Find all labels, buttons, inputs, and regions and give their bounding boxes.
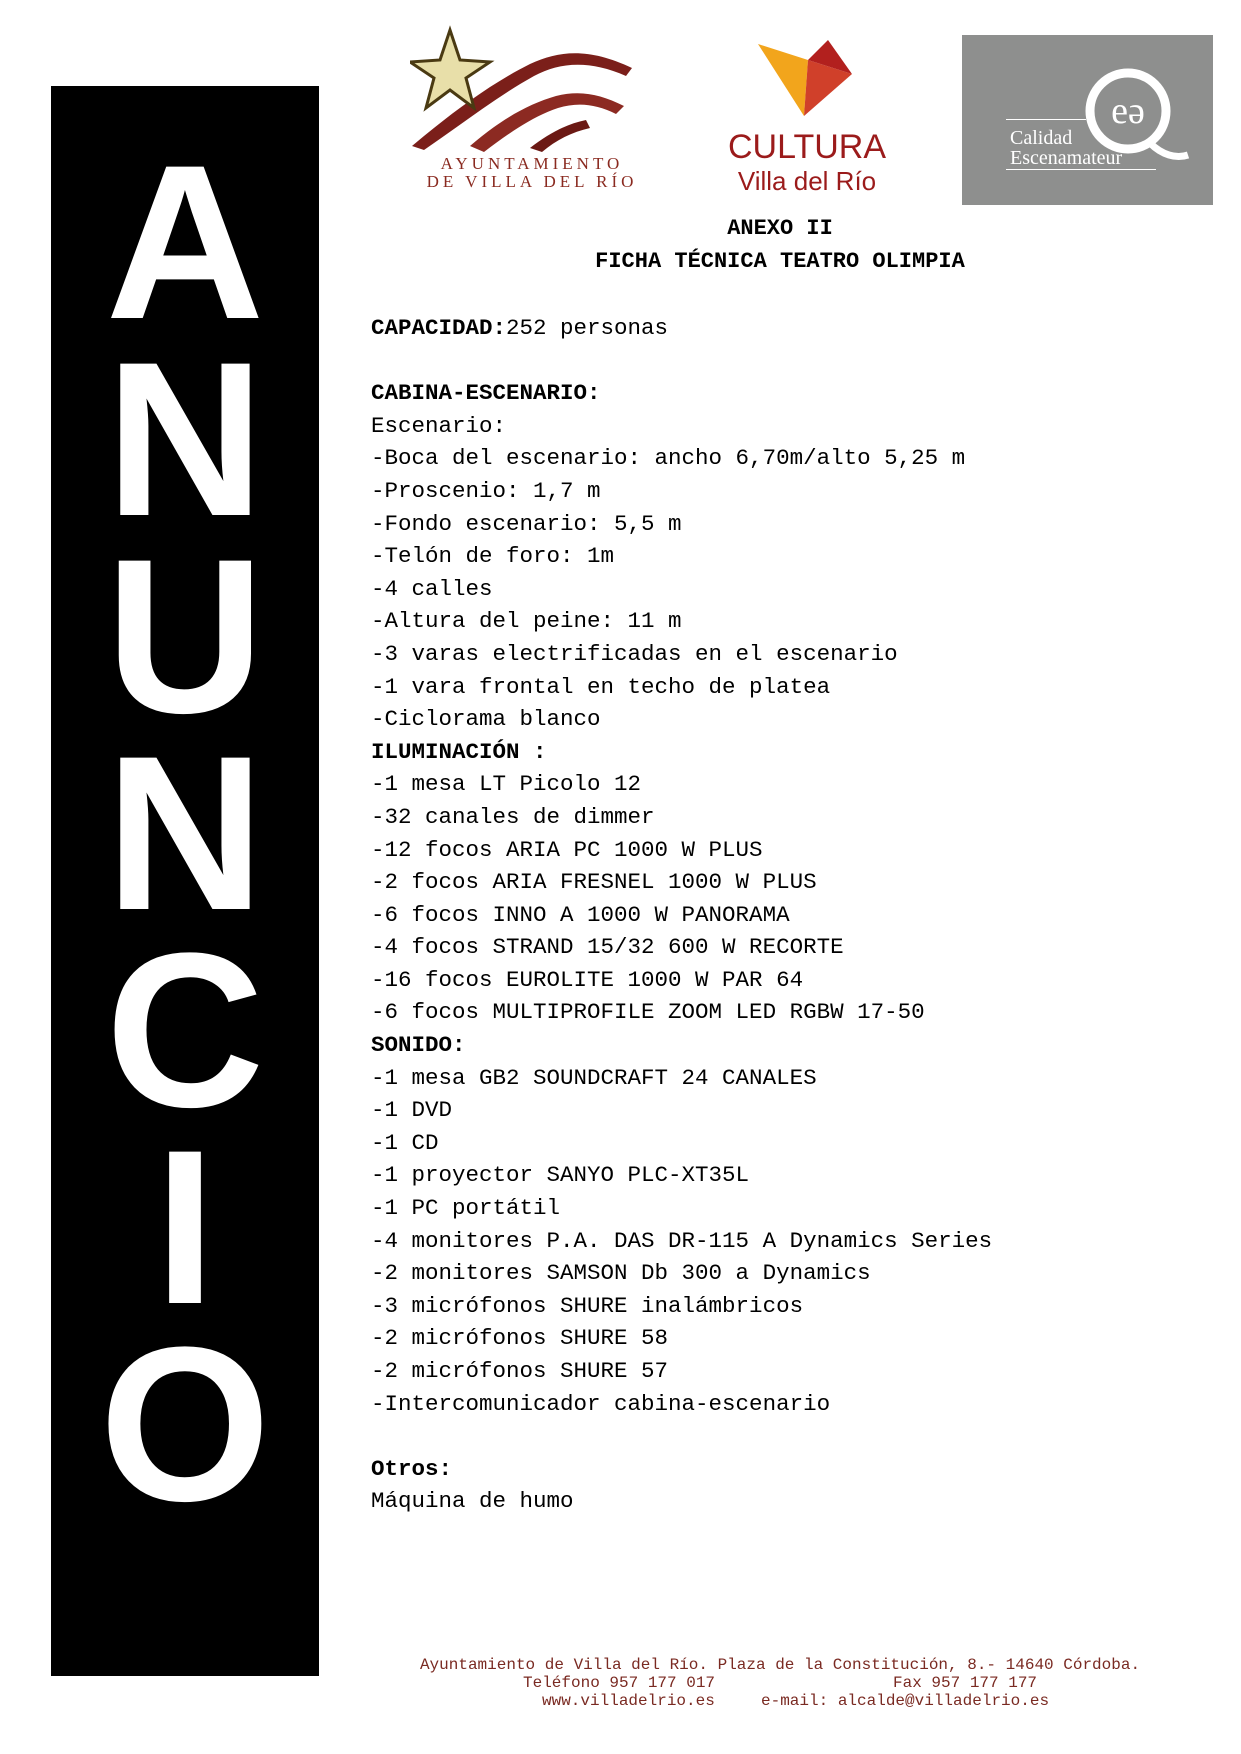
section-heading-sonido: SONIDO: — [371, 1032, 466, 1059]
list-item: -Telón de foro: 1m — [371, 543, 615, 570]
spacer — [371, 1420, 1211, 1453]
list-item: Escenario: — [371, 412, 507, 439]
technical-sheet — [371, 312, 1211, 1518]
annex-heading: ANEXO II — [727, 216, 833, 241]
list-item: -Altura del peine: 11 m — [371, 608, 682, 635]
list-item: -Intercomunicador cabina-escenario — [371, 1390, 831, 1417]
list-item: -1 mesa GB2 SOUNDCRAFT 24 CANALES — [371, 1064, 817, 1091]
list-item: -12 focos ARIA PC 1000 W PLUS — [371, 836, 763, 863]
calidad-text: Calidad — [1010, 127, 1073, 149]
list-item: -3 varas electrificadas en el escenario — [371, 640, 898, 667]
list-item: -2 micrófonos SHURE 58 — [371, 1325, 669, 1352]
list-item: -3 micrófonos SHURE inalámbricos — [371, 1292, 804, 1319]
footer-website-link[interactable]: www.villadelrio.es — [542, 1692, 715, 1710]
banner-letter: C — [105, 907, 265, 1153]
capacity-label: CAPACIDAD: — [371, 315, 507, 341]
list-item: -4 monitores P.A. DAS DR-115 A Dynamics Series — [371, 1227, 993, 1254]
list-item: -32 canales de dimmer — [371, 803, 655, 830]
list-item: -2 focos ARIA FRESNEL 1000 W PLUS — [371, 869, 817, 896]
ayuntamiento-name: AYUNTAMIENTO — [440, 154, 624, 173]
list-item: -16 focos EUROLITE 1000 W PAR 64 — [371, 966, 804, 993]
list-item: -1 PC portátil — [371, 1195, 561, 1222]
banner-letter: O — [99, 1301, 271, 1547]
calidad-rule — [1006, 169, 1156, 170]
list-item: Máquina de humo — [371, 1488, 574, 1515]
cultura-logo — [712, 40, 902, 200]
list-item: -1 vara frontal en techo de platea — [371, 673, 831, 700]
svg-text:eə: eə — [1111, 90, 1145, 132]
list-item: -1 CD — [371, 1129, 439, 1156]
section-heading-iluminacion: ILUMINACIÓN : — [371, 738, 547, 765]
page-title: FICHA TÉCNICA TEATRO OLIMPIA — [595, 249, 965, 274]
footer-address: Ayuntamiento de Villa del Río. Plaza de la Constitución, 8.- 14640 Córdoba. — [419, 1656, 1141, 1674]
list-item: -1 proyector SANYO PLC-XT35L — [371, 1162, 750, 1189]
section-heading-otros: Otros: — [371, 1455, 453, 1482]
list-item: -2 micrófonos SHURE 57 — [371, 1358, 669, 1384]
list-item: -4 calles — [371, 575, 493, 602]
anuncio-banner — [51, 86, 319, 1676]
cultura-subtitle: Villa del Río — [737, 166, 877, 196]
list-item: -Ciclorama blanco — [371, 706, 601, 733]
banner-letter: N — [105, 710, 265, 956]
list-item: -Proscenio: 1,7 m — [371, 477, 601, 504]
ayuntamiento-place: DE VILLA DEL RÍO — [426, 172, 638, 191]
footer-fax: Fax 957 177 177 — [893, 1674, 1038, 1692]
list-item: -1 mesa LT Picolo 12 — [371, 771, 642, 798]
escenamateur-text: Escenamateur — [1010, 147, 1123, 169]
capacity-value: 252 personas — [506, 315, 669, 341]
ayuntamiento-logo — [410, 24, 650, 192]
section-heading-cabina: CABINA-ESCENARIO: — [371, 380, 601, 407]
calidad-escenamateur-logo — [962, 35, 1213, 205]
list-item: -Boca del escenario: ancho 6,70m/alto 5,25 m — [371, 445, 966, 472]
banner-letter: I — [154, 1104, 216, 1350]
banner-letter: U — [105, 513, 265, 759]
capacity-line — [371, 312, 1211, 345]
banner-letter: A — [105, 119, 265, 365]
list-item: -4 focos STRAND 15/32 600 W RECORTE — [371, 934, 844, 961]
calidad-rule — [1006, 119, 1086, 120]
cultura-bird-icon — [758, 40, 858, 116]
cultura-title: CULTURA — [727, 128, 887, 166]
ayuntamiento-emblem-icon — [410, 24, 650, 154]
list-item: -6 focos INNO A 1000 W PANORAMA — [371, 901, 790, 928]
footer-email-link[interactable]: e-mail: alcalde@villadelrio.es — [761, 1692, 1050, 1710]
banner-letter: N — [105, 316, 265, 562]
footer-phone: Teléfono 957 177 017 — [523, 1674, 716, 1692]
list-item: -1 DVD — [371, 1097, 453, 1124]
list-item: -Fondo escenario: 5,5 m — [371, 510, 682, 537]
spacer — [371, 345, 1211, 378]
list-item: -6 focos MULTIPROFILE ZOOM LED RGBW 17-50 — [371, 999, 925, 1026]
banner-letters — [51, 119, 319, 1547]
list-item: -2 monitores SAMSON Db 300 a Dynamics — [371, 1260, 871, 1287]
